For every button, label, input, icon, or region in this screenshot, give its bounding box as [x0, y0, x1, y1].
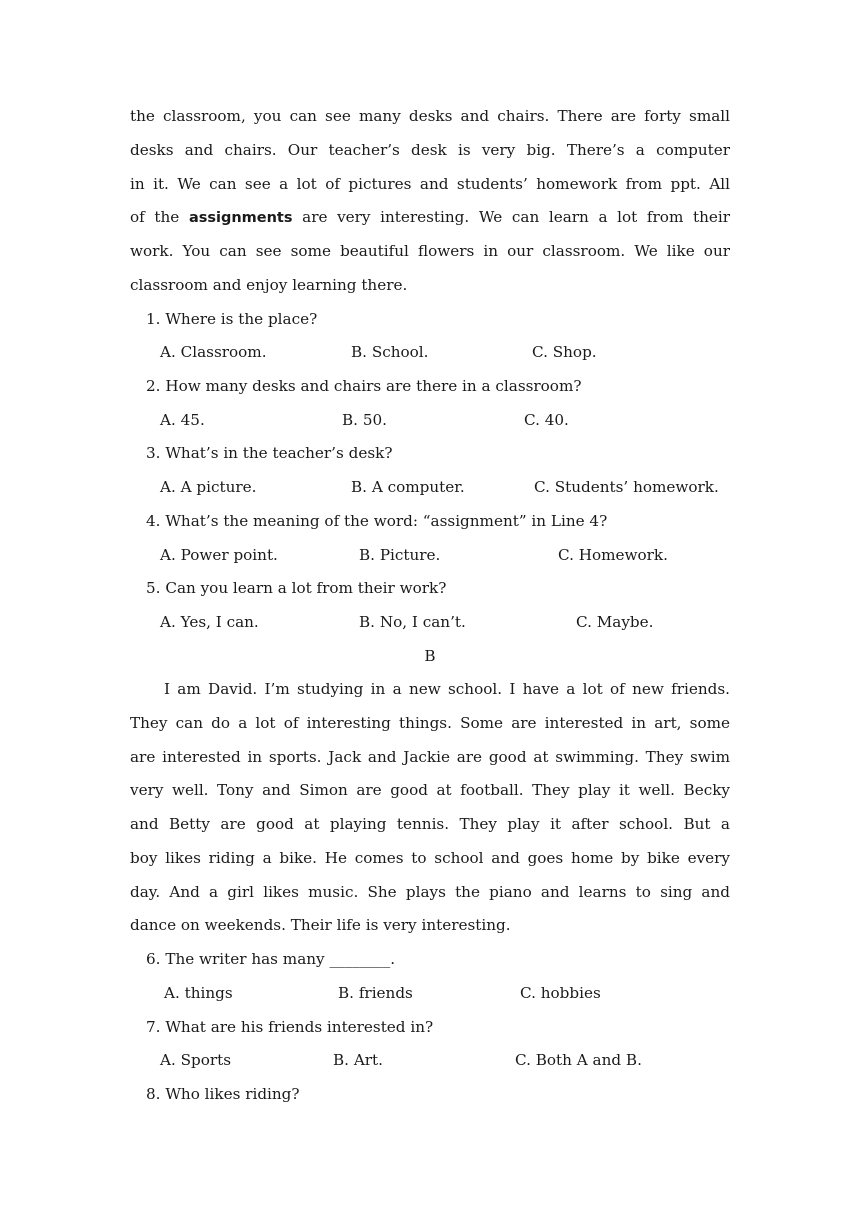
question-text: 2. How many desks and chairs are there in a classroom? [146, 377, 582, 395]
passage-a-line: desks and chairs. Our teacher’s desk is very big. There’s a computer [130, 141, 730, 159]
option-c: C. Both A and B. [515, 1051, 642, 1069]
option-a: A. things [164, 984, 233, 1002]
passage-b-line: dance on weekends. Their life is very interesting. [130, 916, 511, 934]
option-b: B. School. [351, 343, 429, 361]
passage-b-line: are interested in sports. Jack and Jackie are good at swimming. They swim [130, 748, 730, 766]
option-b: B. Picture. [359, 546, 441, 564]
passage-b-line: I am David. I’m studying in a new school. I have a lot of new friends. [164, 680, 730, 698]
option-b: B. No, I can’t. [359, 613, 466, 631]
passage-a-line: in it. We can see a lot of pictures and students’ homework from ppt. All [130, 175, 730, 193]
section-title: B [424, 647, 436, 665]
option-b: B. Art. [333, 1051, 383, 1069]
option-a: A. Sports [160, 1051, 232, 1069]
question-text: 6. The writer has many ________. [146, 950, 396, 968]
question-text: 4. What’s the meaning of the word: “assignment” in Line 4? [146, 512, 608, 530]
question-text: 1. Where is the place? [146, 310, 318, 328]
option-a: A. Power point. [160, 546, 278, 564]
passage-a-line [130, 207, 730, 228]
option-a: A. A picture. [160, 478, 257, 496]
passage-b-line: and Betty are good at playing tennis. They play it after school. But a [130, 815, 730, 833]
question-text: 3. What’s in the teacher’s desk? [146, 444, 393, 462]
option-c: C. 40. [524, 411, 569, 429]
option-b: B. friends [338, 984, 413, 1002]
option-c: C. Shop. [532, 343, 597, 361]
option-b: B. A computer. [351, 478, 465, 496]
option-c: C. Maybe. [576, 613, 654, 631]
passage-a-line: work. You can see some beautiful flowers in our classroom. We like our [130, 242, 730, 260]
option-c: C. Homework. [558, 546, 668, 564]
passage-b-line: day. And a girl likes music. She plays the piano and learns to sing and [130, 883, 730, 901]
passage-a-line: the classroom, you can see many desks and chairs. There are forty small [130, 107, 730, 125]
question-text: 8. Who likes riding? [146, 1085, 300, 1103]
question-text: 7. What are his friends interested in? [146, 1018, 434, 1036]
passage-a-text: of the [130, 208, 189, 226]
option-a: A. Classroom. [160, 343, 267, 361]
highlighted-word: assignments [188, 210, 293, 226]
passage-b-line: boy likes riding a bike. He comes to school and goes home by bike every [130, 849, 730, 867]
option-a: A. Yes, I can. [160, 613, 259, 631]
passage-b-line: They can do a lot of interesting things. Some are interested in art, some [130, 714, 730, 732]
option-c: C. Students’ homework. [534, 478, 719, 496]
option-b: B. 50. [342, 411, 387, 429]
question-text: 5. Can you learn a lot from their work? [146, 579, 447, 597]
passage-a-text: are very interesting. We can learn a lot from their [292, 208, 730, 226]
option-c: C. hobbies [520, 984, 601, 1002]
option-a: A. 45. [160, 411, 205, 429]
passage-a-line: classroom and enjoy learning there. [130, 276, 408, 294]
passage-b-line: very well. Tony and Simon are good at football. They play it well. Becky [130, 781, 730, 799]
